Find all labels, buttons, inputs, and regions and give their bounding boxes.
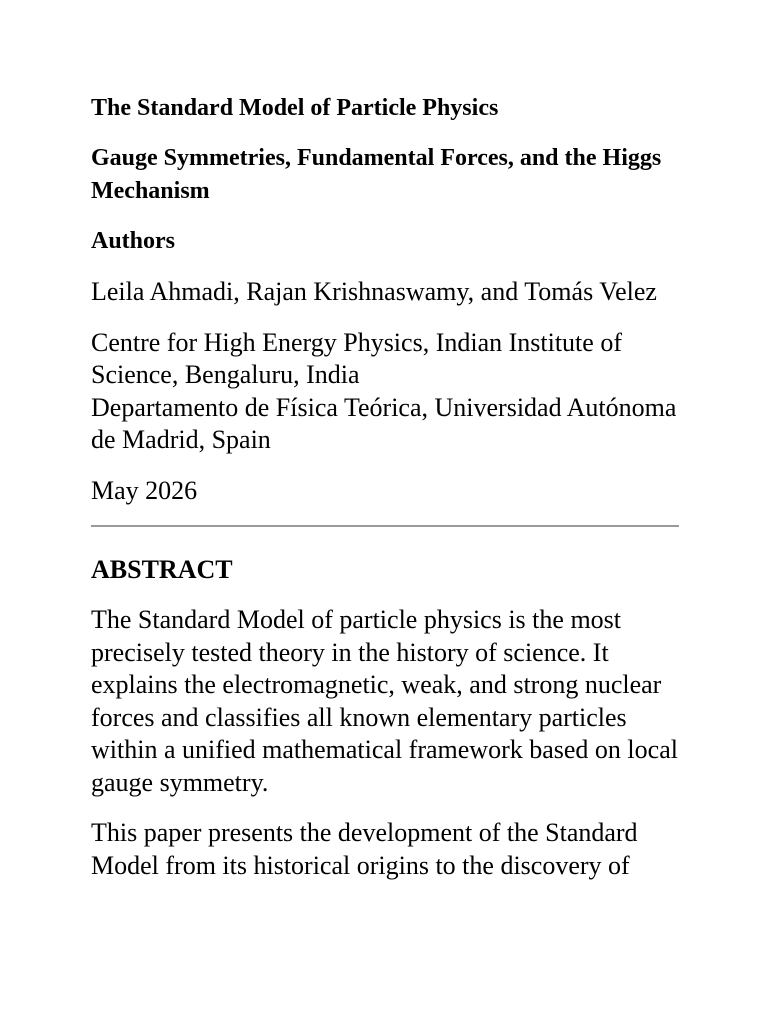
abstract-paragraph-2: This paper presents the development of the Standard Model from its historical origins to the discovery of <box>91 818 638 880</box>
paper-title: The Standard Model of Particle Physics <box>91 95 499 121</box>
author-list: Leila Ahmadi, Rajan Krishnaswamy, and Tomás Velez <box>91 277 657 306</box>
affiliations <box>91 327 679 457</box>
section-divider <box>91 525 679 527</box>
abstract-heading: ABSTRACT <box>91 555 233 584</box>
authors-heading: Authors <box>91 228 176 254</box>
document-page <box>91 92 679 882</box>
abstract-paragraph-1: The Standard Model of particle physics is the most precisely tested theory in the history of science. It explains the electromagnetic, weak, and strong nuclear forces and classifies all known elementary particles within a unified mathematical framework based on local gauge symmetry. <box>91 605 678 797</box>
affiliation-2: Departamento de Física Teórica, Universidad Autónoma de Madrid, Spain <box>91 392 677 454</box>
affiliation-1: Centre for High Energy Physics, Indian Institute of Science, Bengaluru, India <box>91 327 622 389</box>
paper-subtitle: Gauge Symmetries, Fundamental Forces, and the Higgs Mechanism <box>91 145 662 204</box>
publication-date: May 2026 <box>91 475 198 505</box>
